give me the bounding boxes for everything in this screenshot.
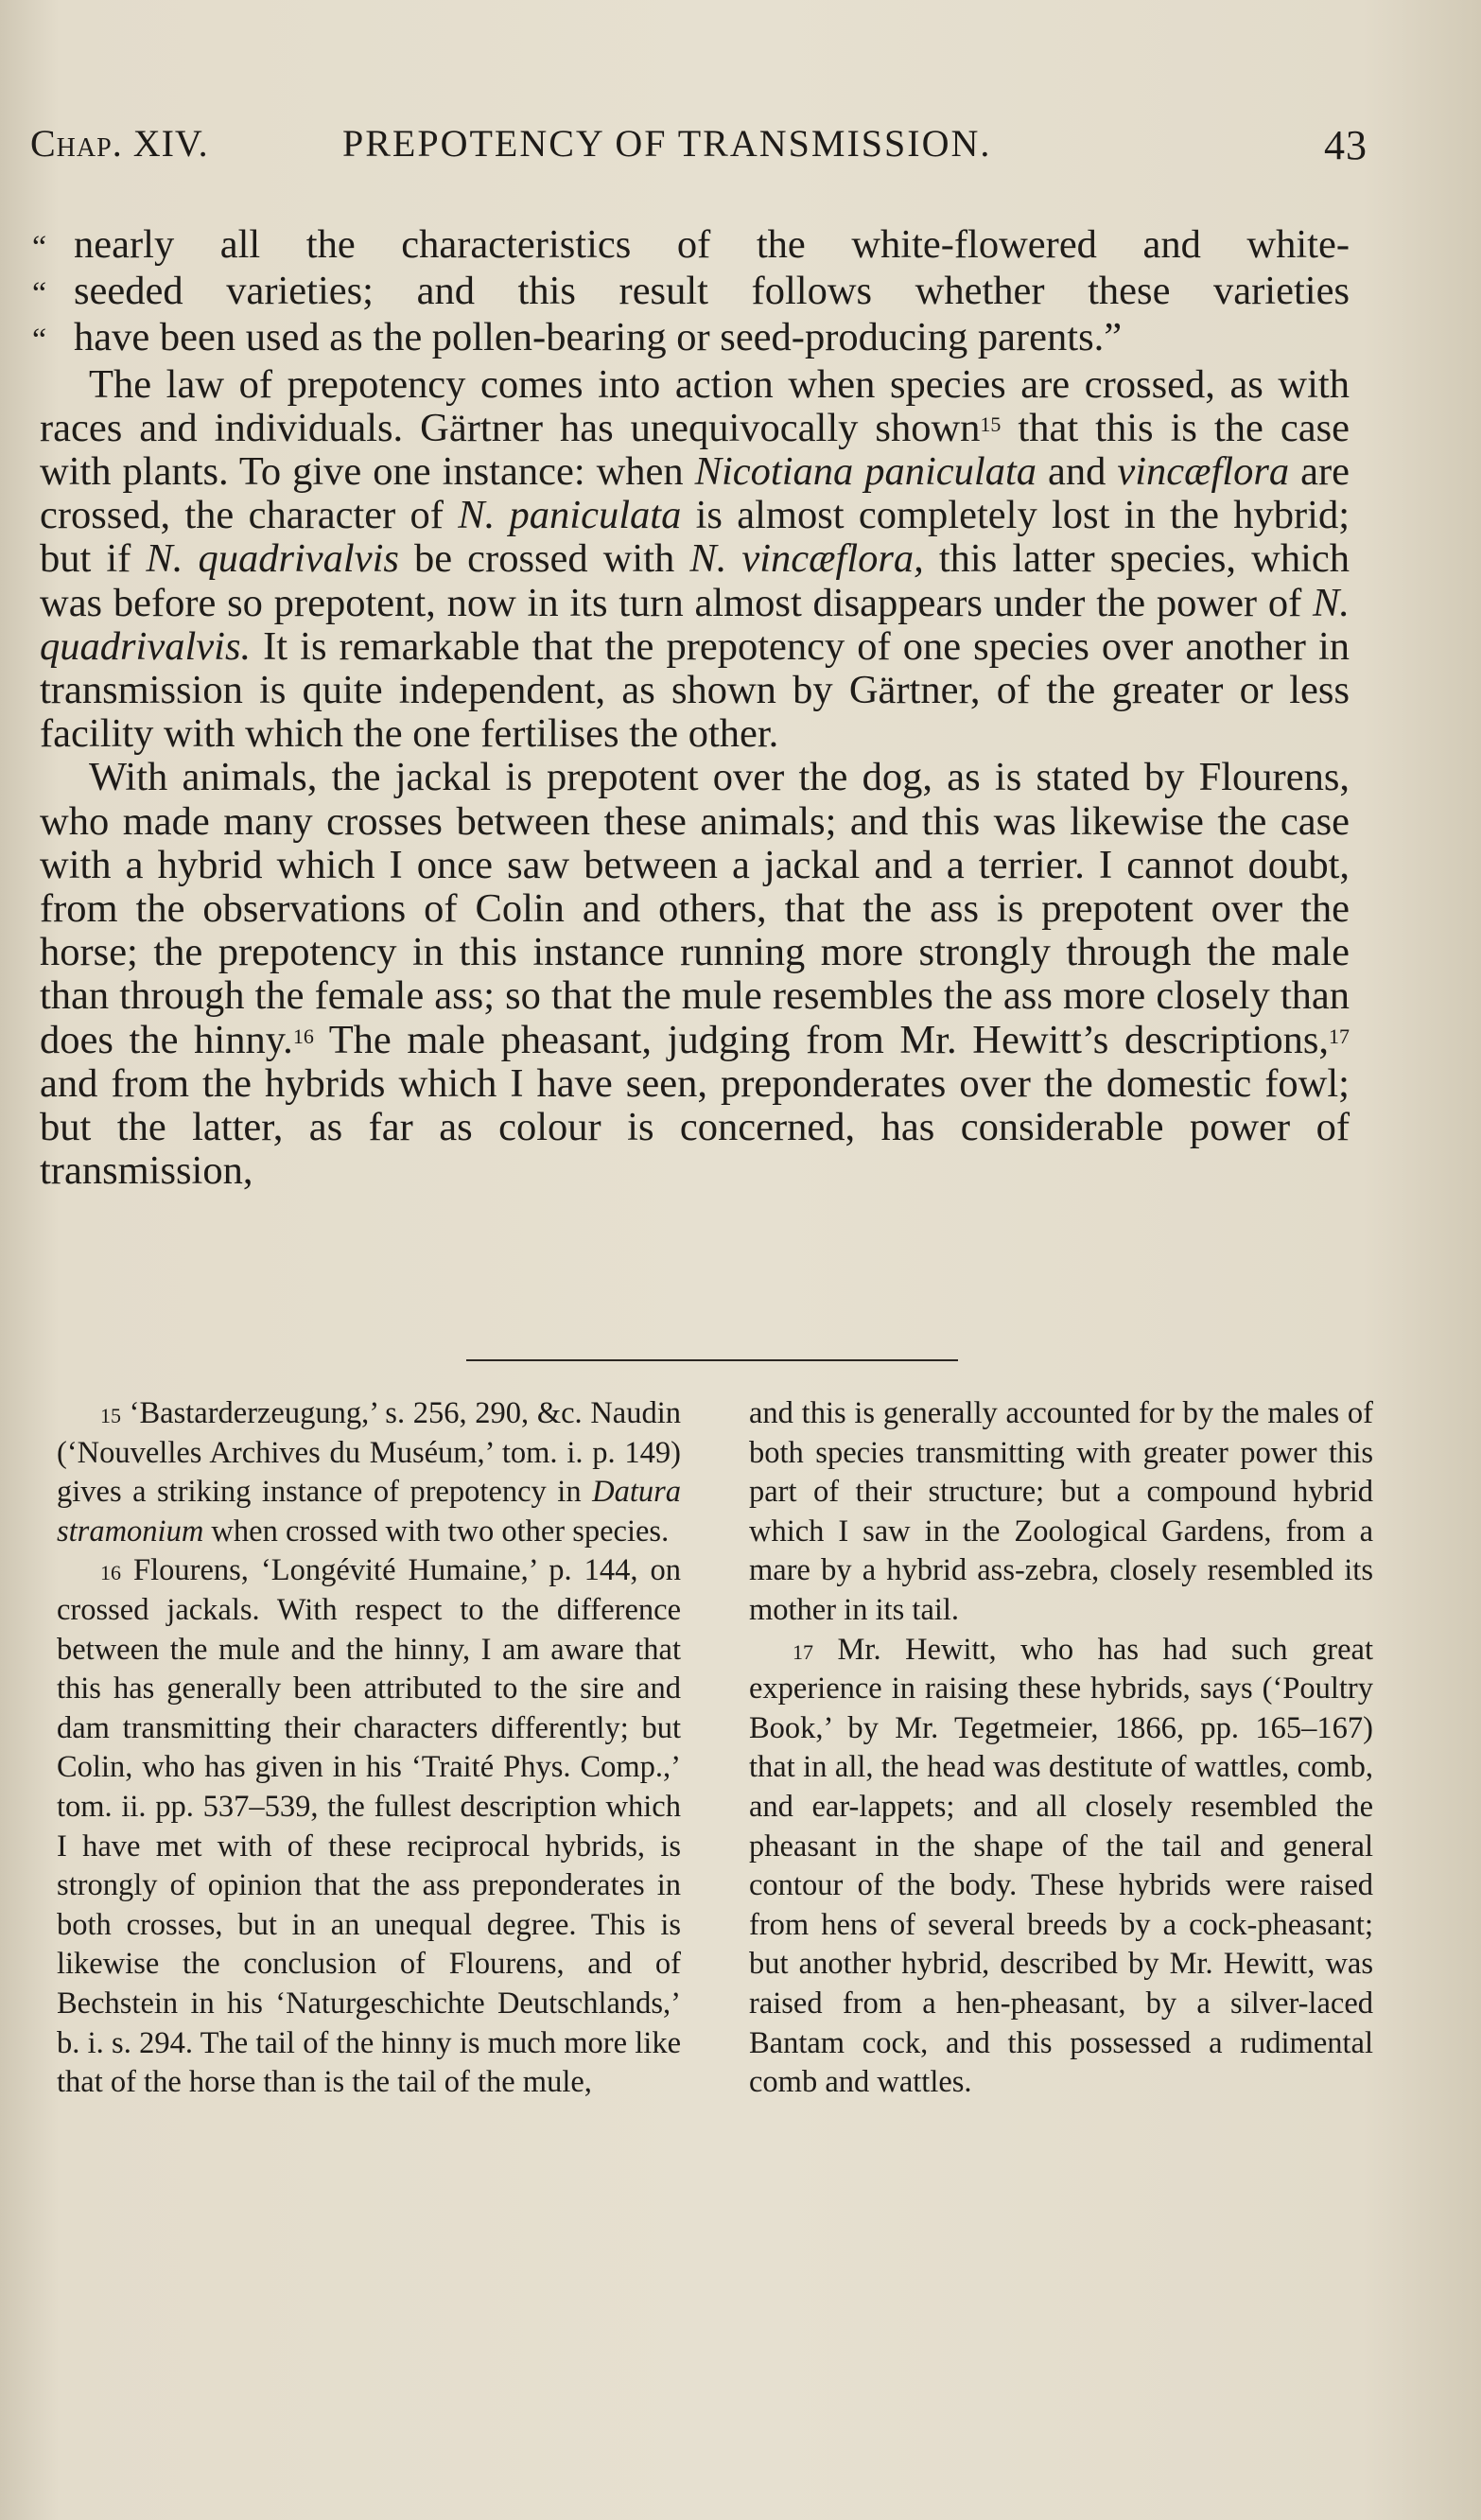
footnote-ref: 15 — [980, 411, 1002, 436]
footnote-number: 15 — [100, 1404, 121, 1427]
species-name: Nicotiana paniculata — [694, 449, 1037, 495]
footnote-16-continued: and this is generally accounted for by the males of both species transmitting with greater power this part of their structure; but a compound hybrid which I saw in the Zoological Gardens, from a mare by a hybrid ass-zebra, closely resembled its mother in its tail. — [749, 1396, 1373, 1627]
chapter-label: Chap. XIV. — [30, 122, 209, 165]
quote-line: “ nearly all the characteristics of the white-flowered and white- — [40, 223, 1350, 270]
quote-block — [32, 222, 1350, 363]
footnotes-left-column — [57, 1394, 681, 2103]
species-name: N. quadrivalvis — [146, 536, 399, 582]
footnote-16: $^{16}$ Flourens, ‘Longévité Humaine,’ p. 144, on crossed jackals. With respect to the difference between the mule and the hinny, I am aware that this has generally been attributed to the sire and dam transmitting their characters differently; but Colin, who has given in his ‘Traité Phys. Comp.,’ tom. ii. pp. 537–539, the fullest description which I have met with of these reciprocal hybrids, is strongly of opinion that the ass preponderates in both crosses, but in an unequal degree. This is likewise the conclusion of Flourens, and of Bechstein in his ‘Naturgeschichte Deutschlands,’ b. i. s. 294. The tail of the hinny is much more like that of the horse than is the tail of the mule, — [57, 1553, 681, 2100]
main-text — [32, 222, 1350, 1194]
species-name: N. vincæflora, — [689, 536, 924, 582]
paragraph-prepotency-species: The law of prepotency comes into action when species are crossed, as with races and individuals. Gärtner has unequivocally shown$^{15}$ that this is the case with plants. To give one instance: when Nicotiana paniculata and vincæflora are crossed, the character of N. paniculata is almost completely lost in the hybrid; but if N. quadrivalvis be crossed with N. vincæflora, this latter species, which was before so prepotent, now in its turn almost disappears under the power of N. quadrivalvis. It is remarkable that the prepotency of one species over another in transmission is quite independent, as shown by Gärtner, of the greater or less facility with which the one fertilises the other. — [40, 361, 1350, 757]
footnote-ref: 17 — [1329, 1024, 1350, 1048]
footnote-17: $^{17}$ Mr. Hewitt, who has had such great experience in raising these hybrids, says (‘Poultry Book,’ by Mr. Tegetmeier, 1866, pp. 165–167) that in all, the head was destitute of wattles, comb, and ear-lappets; and all closely resembled the pheasant in the shape of the tail and general contour of the body. These hybrids were raised from hens of several breeds by a cock-pheasant; but another hybrid, described by Mr. Hewitt, was raised from a hen-pheasant, by a silver-laced Bantam cock, and this possessed a rudimental comb and wattles. — [749, 1632, 1373, 2100]
species-name: N. paniculata — [458, 493, 682, 538]
footnote-divider — [466, 1359, 958, 1361]
species-name: vincæflora — [1117, 449, 1290, 495]
page-number: 43 — [1324, 122, 1368, 168]
quote-mark: “ — [32, 323, 47, 359]
paragraph-animals: With animals, the jackal is prepotent over the dog, as is stated by Flourens, who made many crosses between these animals; and this was likewise the case with a hybrid which I once saw between a jackal and a terrier. I cannot doubt, from the observations of Colin and others, that the ass is prepotent over the horse; the prepotency in this instance running more strongly through the male than through the female ass; so that the mule resembles the ass more closely than does the hinny.$^{16}$ The male pheasant, judging from Mr. Hewitt’s descriptions,$^{17}$ and from the hybrids which I have seen, preponderates over the domestic fowl; but the latter, as far as colour is concerned, has considerable power of transmission, — [40, 755, 1350, 1194]
footnotes-right-column — [749, 1394, 1373, 2103]
quote-line: “ have been used as the pollen-bearing or seed-producing parents.” — [40, 316, 1350, 362]
species-name: Datura stramonium — [57, 1475, 681, 1549]
footnote-number: 16 — [100, 1561, 121, 1585]
running-title: PREPOTENCY OF TRANSMISSION. — [342, 122, 992, 165]
quote-line: “ seeded varieties; and this result follows whether these varieties — [40, 270, 1350, 316]
quote-mark: “ — [32, 276, 47, 312]
running-header — [30, 121, 1368, 178]
footnote-number: 17 — [793, 1639, 813, 1664]
species-name: N. quadrivalvis. — [40, 580, 1350, 669]
footnote-ref: 16 — [292, 1024, 314, 1048]
footnote-15: $^{15}$ ‘Bastarderzeugung,’ s. 256, 290, &c. Naudin (‘Nouvelles Archives du Muséum,’ tom. i. p. 149) gives a striking instance of prepotency in Datura stramonium when crossed with two other species. — [57, 1396, 681, 1549]
quote-mark: “ — [32, 230, 47, 265]
